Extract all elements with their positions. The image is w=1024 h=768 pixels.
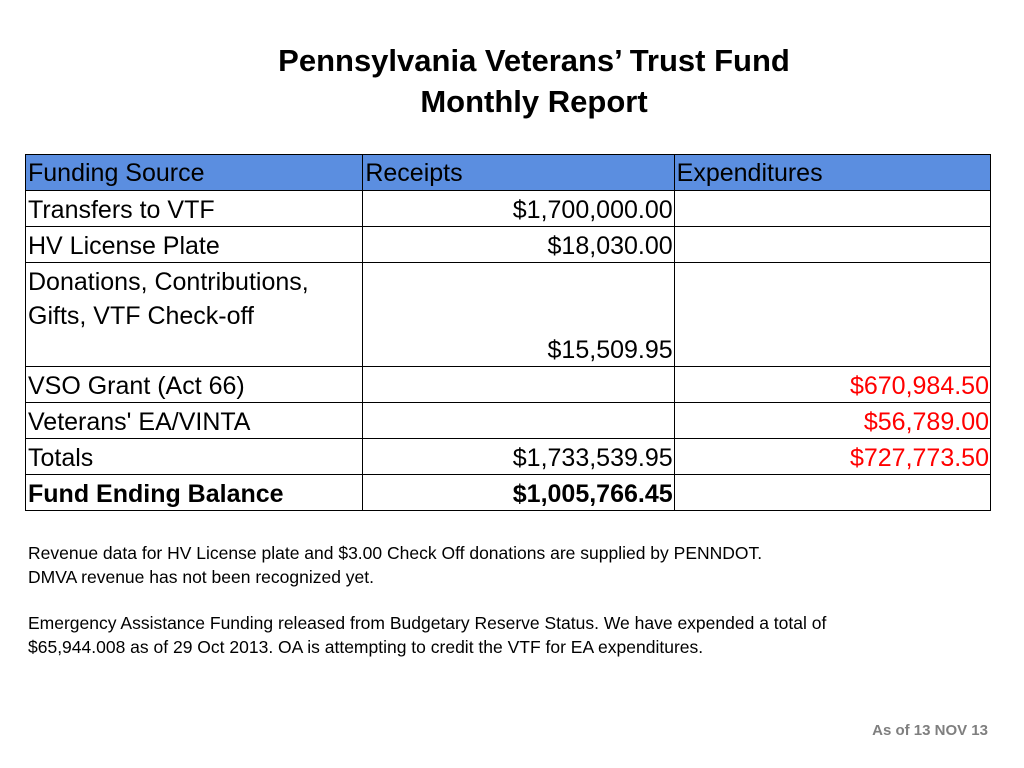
report-title: Pennsylvania Veterans’ Trust Fund — [278, 43, 790, 78]
header-funding-source: Funding Source — [26, 155, 363, 191]
note-revenue — [28, 541, 988, 589]
row-expenditures — [674, 263, 990, 367]
row-source: VSO Grant (Act 66) — [26, 367, 363, 403]
row-receipts: $18,030.00 — [363, 227, 674, 263]
row-source: Transfers to VTF — [26, 191, 363, 227]
row-expenditures — [674, 227, 990, 263]
row-receipts — [363, 403, 674, 439]
row-expenditures: $56,789.00 — [674, 403, 990, 439]
table-row — [26, 263, 991, 367]
row-receipts — [363, 367, 674, 403]
row-receipts: $15,509.95 — [363, 263, 674, 367]
row-receipts: $1,700,000.00 — [363, 191, 674, 227]
header-expenditures: Expenditures — [674, 155, 990, 191]
row-source: Totals — [26, 439, 363, 475]
note-line: $65,944.008 as of 29 Oct 2013. OA is attempting to credit the VTF for EA expenditures. — [28, 637, 704, 657]
table-row — [26, 227, 991, 263]
note-line: Emergency Assistance Funding released from Budgetary Reserve Status. We have expended a total of — [28, 613, 827, 633]
table-row-totals — [26, 439, 991, 475]
note-emergency-assistance — [28, 611, 988, 659]
row-source: Fund Ending Balance — [26, 475, 363, 511]
row-source: HV License Plate — [26, 227, 363, 263]
table-row-ending-balance — [26, 475, 991, 511]
report-subtitle: Monthly Report — [420, 84, 648, 119]
table-row — [26, 403, 991, 439]
as-of-date: As of 13 NOV 13 — [872, 722, 988, 739]
row-expenditures: $727,773.50 — [674, 439, 990, 475]
note-line: Revenue data for HV License plate and $3.00 Check Off donations are supplied by PENNDOT. — [28, 543, 763, 563]
row-receipts: $1,005,766.45 — [363, 475, 674, 511]
table-header-row — [26, 155, 991, 191]
table-row — [26, 191, 991, 227]
row-expenditures — [674, 475, 990, 511]
header-receipts: Receipts — [363, 155, 674, 191]
funding-table — [25, 154, 991, 511]
row-expenditures: $670,984.50 — [674, 367, 990, 403]
row-expenditures — [674, 191, 990, 227]
row-source: Veterans' EA/VINTA — [26, 403, 363, 439]
row-receipts: $1,733,539.95 — [363, 439, 674, 475]
row-source: Donations, Contributions, Gifts, VTF Check-off — [26, 263, 363, 367]
table-row — [26, 367, 991, 403]
note-line: DMVA revenue has not been recognized yet. — [28, 567, 375, 587]
